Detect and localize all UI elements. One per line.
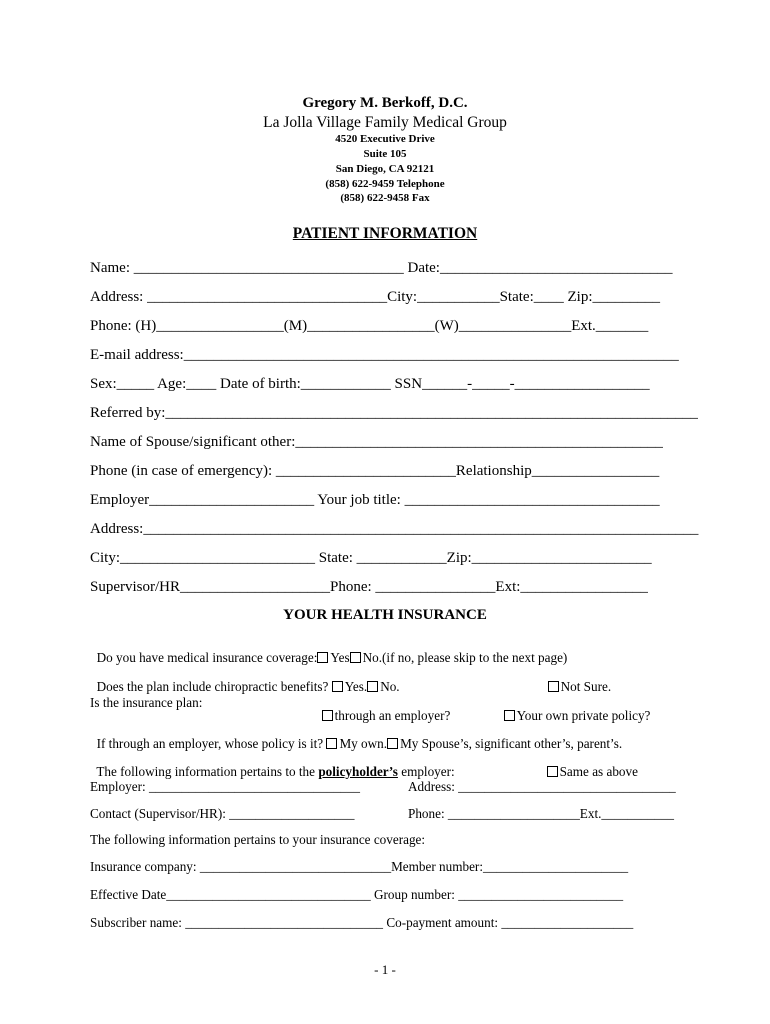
q2-label: Does the plan include chiropractic benefits?: [96, 679, 332, 695]
contact-line[interactable]: Contact (Supervisor/HR): ___________________: [90, 806, 355, 821]
q3-label: Is the insurance plan:: [90, 695, 203, 710]
checkbox-chiro-no[interactable]: [367, 681, 378, 692]
doctor-name: Gregory M. Berkoff, D.C.: [302, 95, 468, 111]
q4-opt1-label: My own.: [339, 736, 388, 752]
q1-yes-label: Yes: [330, 650, 350, 666]
subscriber-line[interactable]: Subscriber name: ______________________________ Co-payment amount: ____________________: [90, 915, 634, 930]
phone-line[interactable]: Phone: (H)_________________(M)_________________(W)_______________Ext._______: [90, 318, 649, 334]
checkbox-through-employer[interactable]: [322, 710, 333, 721]
employer-address-line[interactable]: Address:__________________________________________________________________________: [90, 521, 699, 537]
practice-name: La Jolla Village Family Medical Group: [263, 114, 507, 131]
referred-by-line[interactable]: Referred by:_______________________________________________________________________: [90, 405, 698, 421]
q2-notsure-label: Not Sure.: [560, 679, 612, 695]
q4-label: If through an employer, whose policy is it?: [96, 736, 327, 752]
page-number: - 1 -: [374, 962, 396, 977]
insurance-title: YOUR HEALTH INSURANCE: [283, 607, 487, 623]
effective-date-line[interactable]: Effective Date_______________________________ Group number: _________________________: [90, 887, 624, 902]
checkbox-spouse-parent[interactable]: [387, 738, 398, 749]
checkbox-coverage-no[interactable]: [350, 652, 361, 663]
name-date-line[interactable]: Name: ____________________________________ Date:_______________________________: [90, 260, 673, 276]
checkbox-chiro-yes[interactable]: [332, 681, 343, 692]
checkbox-chiro-notsure[interactable]: [548, 681, 559, 692]
emergency-phone-line[interactable]: Phone (in case of emergency): ________________________Relationship_________________: [90, 463, 660, 479]
sex-age-dob-ssn-line[interactable]: Sex:_____ Age:____ Date of birth:____________ SSN______-_____-__________________: [90, 376, 650, 392]
coverage-intro: The following information pertains to your insurance coverage:: [90, 832, 426, 847]
policyholder-address-line[interactable]: Address: _________________________________: [408, 779, 676, 794]
fax: (858) 622-9458 Fax: [340, 192, 430, 204]
q2-no-label: No.: [380, 679, 400, 695]
patient-info-title: PATIENT INFORMATION: [292, 225, 478, 242]
policyholder-employer-intro: [90, 752, 455, 778]
contact-phone-line[interactable]: Phone: ____________________Ext.___________: [408, 806, 674, 821]
q-chiropractic-notsure: [541, 667, 611, 693]
employer-city-line[interactable]: City:__________________________ State: ____________Zip:________________________: [90, 550, 652, 566]
checkbox-same-as-above[interactable]: [547, 766, 558, 777]
suite: Suite 105: [363, 148, 407, 160]
q5-bold: policyholder’s: [318, 764, 398, 780]
q3-opt1-label: through an employer?: [334, 708, 451, 724]
q-insurance-coverage: [90, 638, 567, 664]
checkbox-my-own[interactable]: [326, 738, 337, 749]
telephone: (858) 622-9459 Telephone: [325, 178, 445, 190]
checkbox-private-policy[interactable]: [504, 710, 515, 721]
supervisor-line[interactable]: Supervisor/HR____________________Phone: ________________Ext:_________________: [90, 579, 648, 595]
q1-no-label: No.(if no, please skip to the next page): [362, 650, 568, 666]
q2-yes-label: Yes.: [344, 679, 368, 695]
street-address: 4520 Executive Drive: [335, 133, 435, 145]
checkbox-coverage-yes[interactable]: [317, 652, 328, 663]
city-state-zip: San Diego, CA 92121: [335, 163, 435, 175]
same-as-above: [540, 752, 638, 778]
employer-line[interactable]: Employer______________________ Your job title: __________________________________: [90, 492, 660, 508]
q4-opt2-label: My Spouse’s, significant other’s, parent’s.: [400, 736, 623, 752]
insurance-company-line[interactable]: Insurance company: _____________________________Member number:______________________: [90, 859, 629, 874]
q3-opt2-label: Your own private policy?: [516, 708, 651, 724]
q5-post: employer:: [397, 764, 455, 780]
email-line[interactable]: E-mail address:__________________________________________________________________: [90, 347, 679, 363]
same-as-above-label: Same as above: [559, 764, 638, 780]
q1-label: Do you have medical insurance coverage:: [96, 650, 318, 666]
q-chiropractic: [90, 667, 400, 693]
spouse-line[interactable]: Name of Spouse/significant other:_________________________________________________: [90, 434, 663, 450]
q3-opt2: [497, 696, 650, 722]
policyholder-employer-line[interactable]: Employer: ________________________________: [90, 779, 360, 794]
q-whose-policy: [90, 724, 622, 750]
address-line[interactable]: Address: ________________________________City:___________State:____ Zip:_________: [90, 289, 660, 305]
q3-opt1: [315, 696, 450, 722]
q5-pre: The following information pertains to the: [96, 764, 319, 780]
